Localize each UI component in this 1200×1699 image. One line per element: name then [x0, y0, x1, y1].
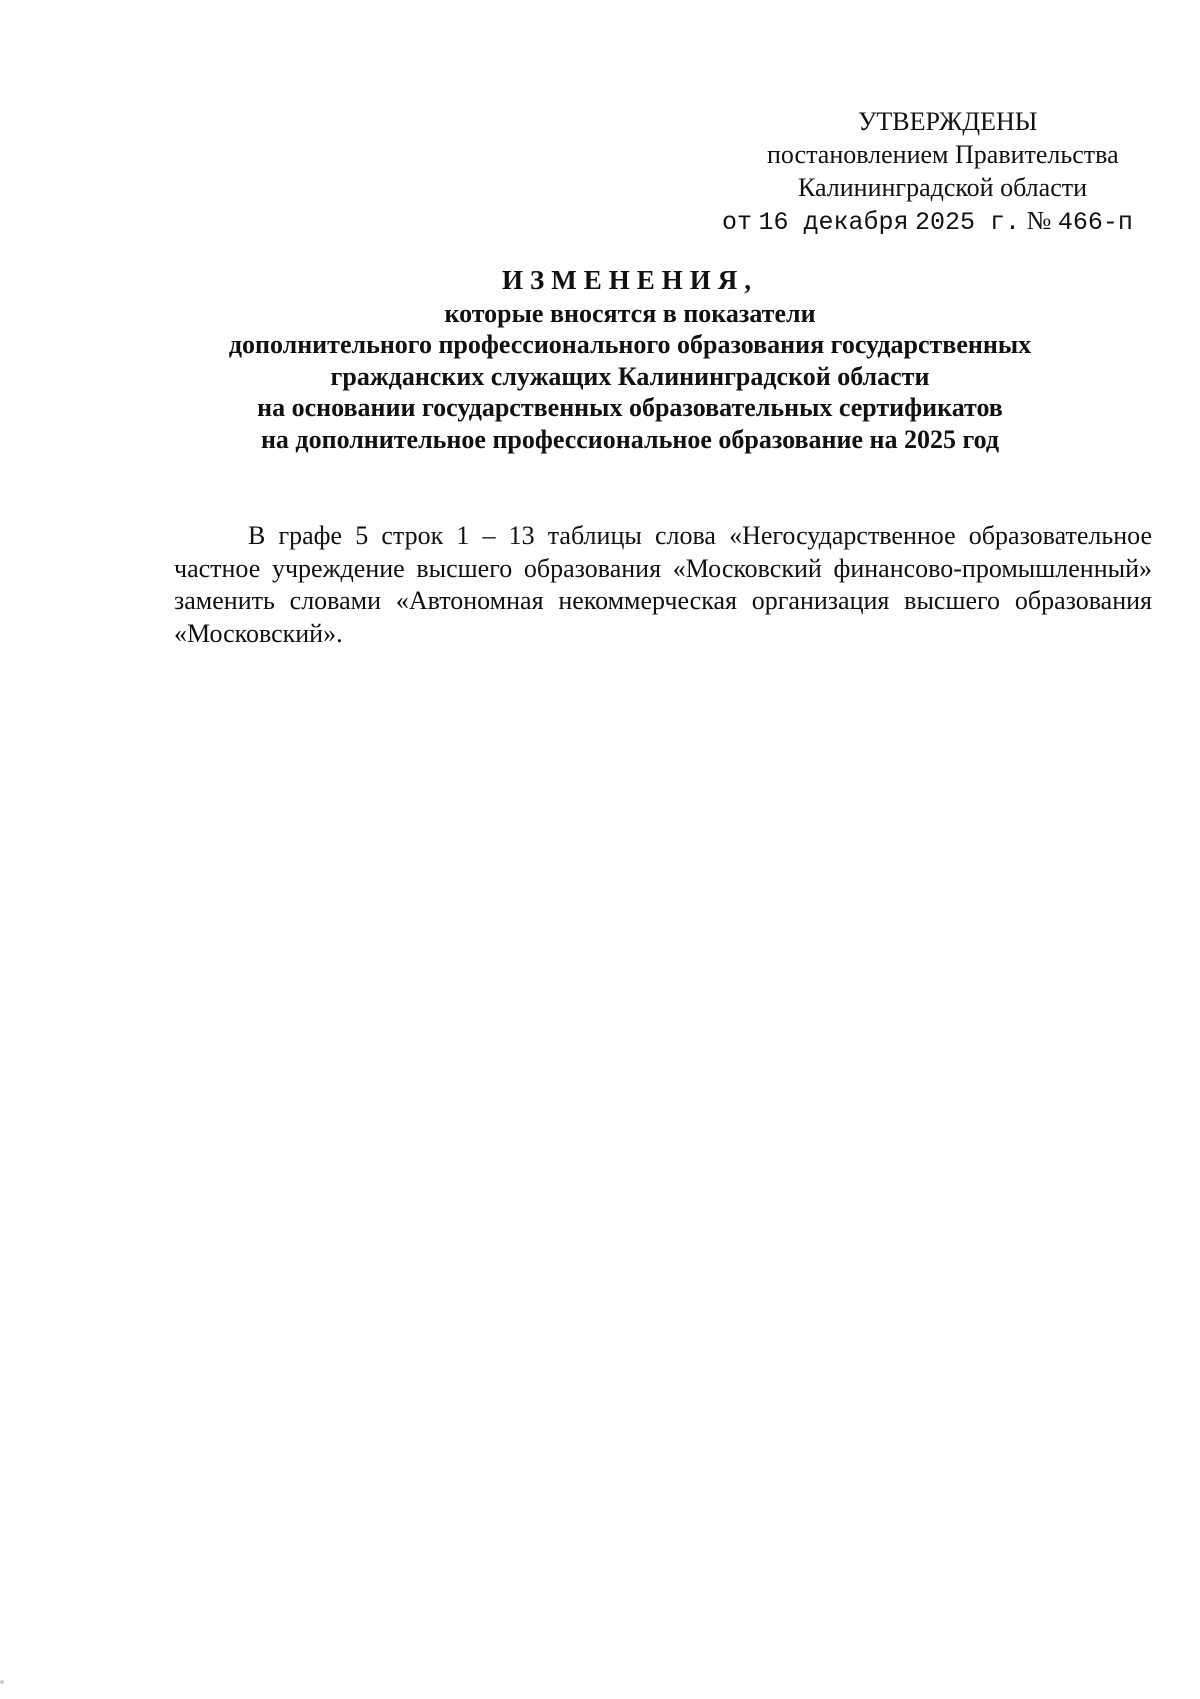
heading-line: гражданских служащих Калининградской области: [330, 361, 930, 391]
heading-title: ИЗМЕНЕНИЯ,: [501, 265, 758, 295]
approval-date-value: 16 декабря: [758, 208, 909, 237]
approval-stamp-block: [700, 105, 1160, 239]
approval-number-sign: №: [1026, 206, 1052, 235]
scan-artifact-dot: [0, 1680, 4, 1684]
approval-issuer: постановлением Правительства: [767, 140, 1119, 169]
approval-year: 2025 г.: [915, 208, 1021, 237]
approval-date-line: [700, 204, 1160, 239]
body-paragraph: В графе 5 строк 1 – 13 таблицы слова «Негосударственное образовательное частное учреждение высшего образования «Московский финансово-промышленный» заменить словами «Автономная некоммерческая организация высшего образования «Московский».: [174, 521, 1152, 648]
document-heading: [160, 265, 1100, 455]
approval-date-prefix: от: [722, 208, 753, 237]
heading-line: которые вносятся в показатели: [444, 298, 816, 328]
heading-line: на основании государственных образовательных сертификатов: [257, 393, 1003, 422]
heading-line: дополнительного профессионального образования государственных: [228, 330, 1032, 359]
approval-region: Калининградской области: [798, 173, 1088, 202]
heading-line: на дополнительное профессиональное образование на 2025 год: [260, 424, 1000, 454]
approval-number-value: 466-п: [1057, 208, 1133, 237]
approval-title: УТВЕРЖДЕНЫ: [858, 107, 1038, 136]
